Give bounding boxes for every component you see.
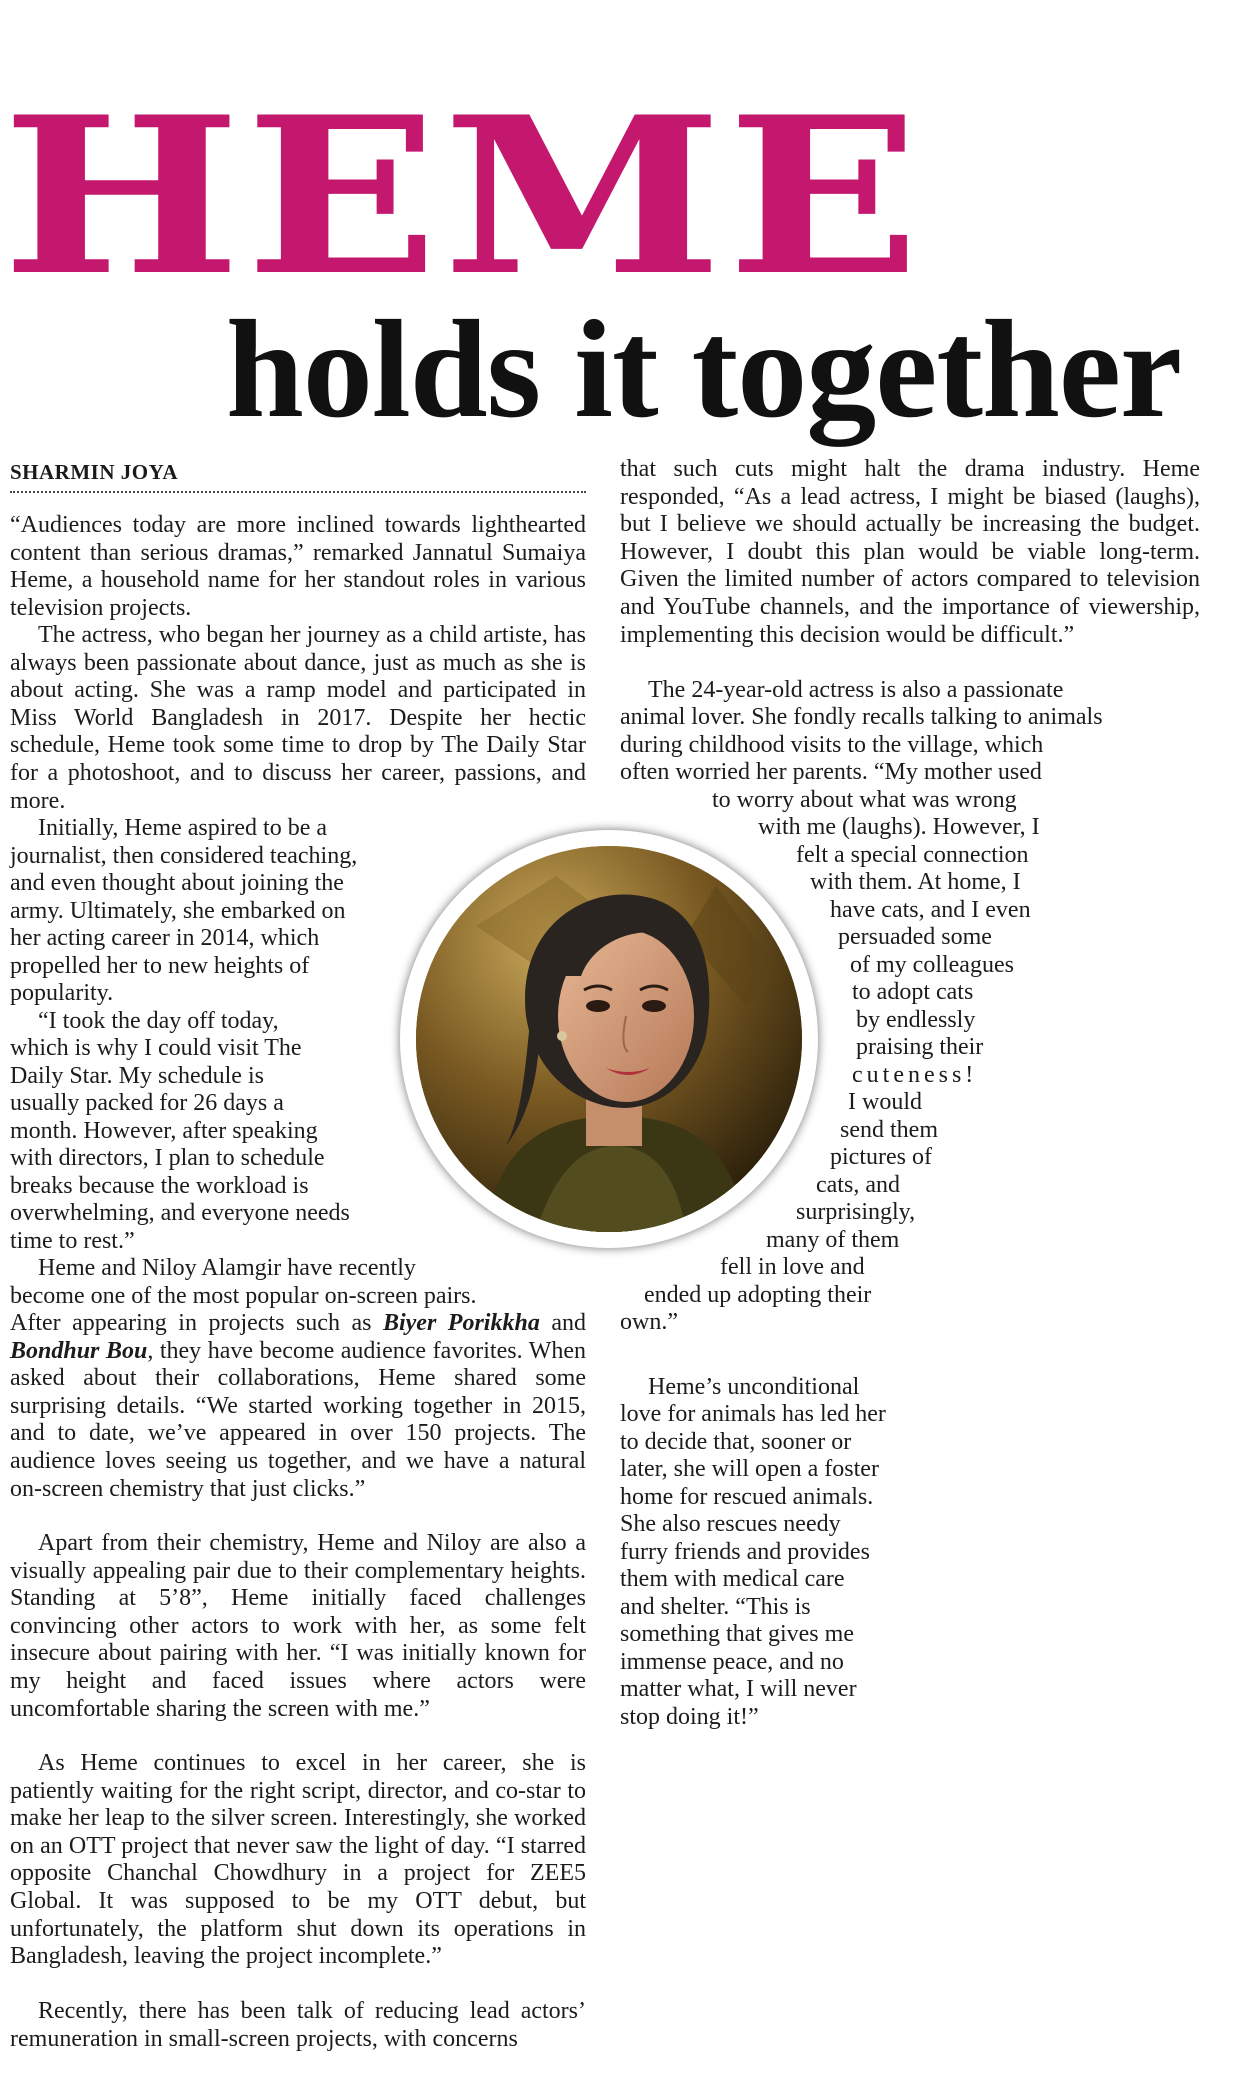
col1-paragraph-5-rest: [10, 1310, 586, 1503]
text-line: love for animals has led her: [620, 1401, 886, 1427]
text-line: home for rescued animals.: [620, 1484, 874, 1510]
text-line: I would: [848, 1089, 922, 1115]
text-line: send them: [840, 1117, 938, 1143]
text-line: journalist, then considered teaching,: [10, 843, 358, 869]
col1-paragraph-2: The actress, who began her journey as a child artiste, has always been passionate about dance, just as much as she is about acting. She was a ramp model and participated in Miss World Bangladesh in 2017. Despite her hectic schedule, Heme took some time to drop by The Daily Star for a photoshoot, and to discuss her career, passions, and more.: [10, 622, 586, 814]
text-line: army. Ultimately, she embarked on: [10, 898, 346, 924]
text-run: After appearing in projects such as: [10, 1310, 383, 1336]
text-line: fell in love and: [720, 1254, 865, 1280]
text-line: stop doing it!”: [620, 1704, 759, 1730]
text-line: overwhelming, and everyone needs: [10, 1200, 350, 1226]
text-line: of my colleagues: [850, 952, 1014, 978]
text-line: something that gives me: [620, 1621, 854, 1647]
text-line: month. However, after speaking: [10, 1118, 318, 1144]
text-line: felt a special connection: [796, 842, 1029, 868]
text-run: , they have become audience favorites. When asked about their collaborations, Heme shared some surprising details. “We started working together in 2015, and to date, we’ve appeared in over 150 projects. The audience loves seeing us together, and we have a natural on-screen chemistry that just clicks.”: [10, 1337, 586, 1502]
portrait-frame: [400, 830, 818, 1248]
project-title: Biyer Porikkha: [382, 1310, 540, 1336]
text-line: them with medical care: [620, 1566, 845, 1592]
text-line: with directors, I plan to schedule: [10, 1145, 325, 1171]
col1-paragraph-8: Recently, there has been talk of reducing lead actors’ remuneration in small-screen projects, with concerns: [10, 1998, 586, 2052]
text-line: animal lover. She fondly recalls talking to animals: [620, 704, 1103, 730]
text-line: popularity.: [10, 980, 114, 1006]
text-line: to adopt cats: [852, 979, 974, 1005]
col1-paragraph-7: As Heme continues to excel in her career, she is patiently waiting for the right script, director, and co-star to make her leap to the silver screen. Interestingly, she worked on an OTT project that never saw the light of day. “I starred opposite Chanchal Chowdhury in a project for ZEE5 Global. It was supposed to be my OTT debut, but unfortunately, the platform shut down its operations in Bangladesh, leaving the project incomplete.”: [10, 1750, 586, 1970]
text-line: own.”: [620, 1309, 678, 1335]
text-line: praising their: [856, 1034, 984, 1060]
col2-paragraph-1: that such cuts might halt the drama industry. Heme responded, “As a lead actress, I might be biased (laughs), but I believe we should actually be increasing the budget. However, I doubt this plan would be viable long-term. Given the limited number of actors compared to television and YouTube channels, and the importance of viewership, implementing this decision would be difficult.”: [620, 456, 1200, 648]
text-line: Initially, Heme aspired to be a: [38, 815, 328, 841]
text-line: later, she will open a foster: [620, 1456, 879, 1482]
text-line: by endlessly: [856, 1007, 976, 1033]
portrait-illustration: [416, 846, 802, 1232]
text-line: furry friends and provides: [620, 1539, 870, 1565]
text-line: her acting career in 2014, which: [10, 925, 320, 951]
text-line: during childhood visits to the village, which: [620, 732, 1044, 758]
text-line: and shelter. “This is: [620, 1594, 811, 1620]
project-title: Bondhur Bou: [10, 1337, 148, 1364]
text-line: immense peace, and no: [620, 1649, 844, 1675]
headline-sub: holds it together: [226, 292, 1182, 447]
col1-paragraph-6: Apart from their chemistry, Heme and Niloy are also a visually appealing pair due to their complementary heights. Standing at 5’8”, Heme initially faced challenges convincing other actors to work with her, as some felt insecure about pairing with her. “I was initially known for my height and faced issues where actors were uncomfortable sharing the screen with me.”: [10, 1530, 586, 1722]
text-line: pictures of: [830, 1144, 932, 1170]
text-line: cats, and: [816, 1172, 900, 1198]
text-line: many of them: [766, 1227, 900, 1253]
text-line: time to rest.”: [10, 1228, 135, 1254]
text-line: usually packed for 26 days a: [10, 1090, 284, 1116]
text-line: cuteness!: [852, 1062, 978, 1088]
text-line: matter what, I will never: [620, 1676, 857, 1702]
text-line: propelled her to new heights of: [10, 953, 310, 979]
portrait-photo: [416, 846, 802, 1232]
text-line: Heme’s unconditional: [648, 1374, 860, 1400]
text-line: to worry about what was wrong: [712, 787, 1017, 813]
text-run: and: [539, 1310, 586, 1336]
text-line: surprisingly,: [796, 1199, 916, 1225]
text-line: She also rescues needy: [620, 1511, 841, 1537]
text-line: persuaded some: [838, 924, 992, 950]
text-line: with them. At home, I: [810, 869, 1021, 895]
text-line: Daily Star. My schedule is: [10, 1063, 264, 1089]
col1-paragraph-1: “Audiences today are more inclined towards lighthearted content than serious dramas,” remarked Jannatul Sumaiya Heme, a household name for her standout roles in various television projects.: [10, 512, 586, 621]
text-line: breaks because the workload is: [10, 1173, 309, 1199]
headline-main: HEME: [2, 69, 925, 323]
text-line: with me (laughs). However, I: [758, 814, 1040, 840]
text-line: have cats, and I even: [830, 897, 1031, 923]
byline: SHARMIN JOYA: [10, 460, 586, 493]
text-line: The 24-year-old actress is also a passionate: [648, 677, 1064, 703]
text-line: to decide that, sooner or: [620, 1429, 852, 1455]
text-line: often worried her parents. “My mother used: [620, 759, 1042, 785]
text-line: and even thought about joining the: [10, 870, 344, 896]
text-line: which is why I could visit The: [10, 1035, 302, 1061]
text-line: Heme and Niloy Alamgir have recently: [38, 1255, 416, 1281]
text-line: ended up adopting their: [644, 1282, 872, 1308]
text-line: “I took the day off today,: [38, 1008, 279, 1034]
text-line: become one of the most popular on-screen pairs.: [10, 1283, 477, 1309]
